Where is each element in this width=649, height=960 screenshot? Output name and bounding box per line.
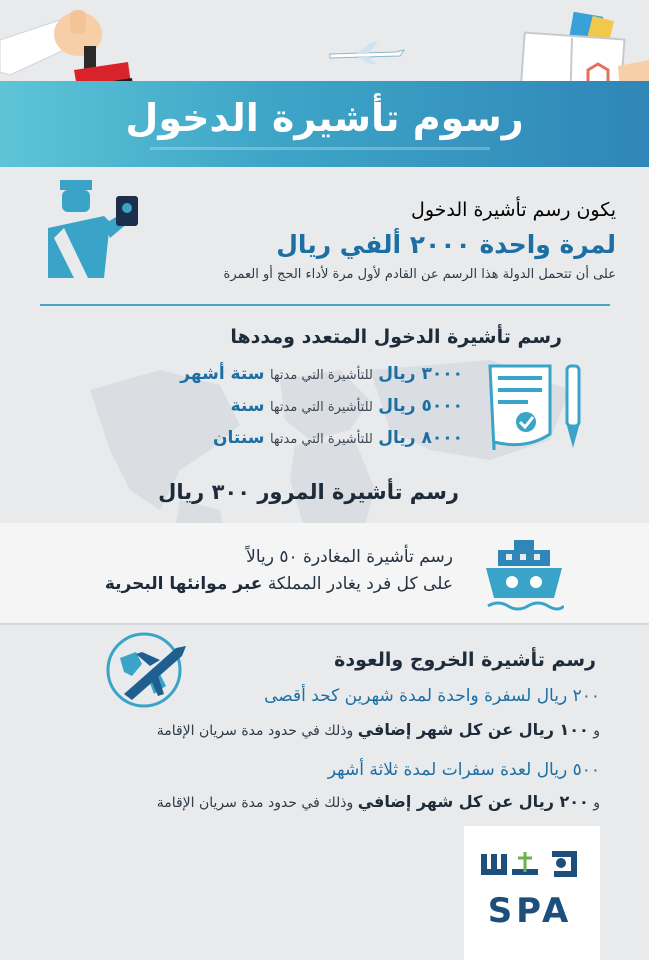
band-separator: [0, 623, 649, 625]
residence-note: وذلك في حدود مدة سريان الإقامة: [156, 795, 354, 811]
entry-fee-note: على أن تتحمل الدولة هذا الرسم عن القادم لأول مرة لأداء الحج أو العمرة: [223, 267, 616, 282]
residence-note: وذلك في حدود مدة سريان الإقامة: [156, 723, 354, 739]
spa-logo-text: SPA: [487, 891, 573, 931]
row-amount: ٥٠٠٠ ريال: [378, 396, 463, 416]
connector-word: و: [593, 723, 600, 739]
officer-icon: [44, 178, 150, 282]
entry-fee-intro: يكون رسم تأشيرة الدخول: [411, 199, 616, 221]
multi-entry-row-2: [231, 396, 463, 416]
extra-month-fee: ١٠٠ ريال عن كل شهر إضافي: [357, 720, 589, 739]
globe-plane-icon: [102, 624, 190, 712]
multi-entry-row-1: [180, 364, 463, 384]
extra-month-fee: ٢٠٠ ريال عن كل شهر إضافي: [357, 792, 589, 811]
entry-fee-amount: لمرة واحدة ٢٠٠٠ ألفي ريال: [276, 230, 616, 259]
title-underline: [150, 147, 490, 150]
departure-note: [105, 574, 453, 594]
airplane-icon: [326, 40, 406, 66]
exit-multiple-extra: [157, 792, 600, 811]
exit-multiple-trips: ٥٠٠ ريال لعدة سفرات لمدة ثلاثة أشهر: [327, 760, 600, 780]
departure-note-bold: عبر موانئها البحرية: [104, 574, 263, 594]
connector-word: و: [593, 795, 600, 811]
exit-single-trip: ٢٠٠ ريال لسفرة واحدة لمدة شهرين كحد أقصى: [264, 686, 600, 706]
departure-note-plain: على كل فرد يغادر المملكة: [267, 574, 453, 594]
transit-visa-fee: رسم تأشيرة المرور ٣٠٠ ريال: [158, 480, 459, 504]
ship-icon: [484, 536, 564, 616]
multi-entry-title: رسم تأشيرة الدخول المتعدد ومددها: [230, 326, 562, 348]
multi-entry-row-3: [213, 428, 463, 448]
row-label: للتأشيرة التي مدتها: [269, 432, 373, 447]
page-title: رسوم تأشيرة الدخول: [125, 96, 524, 140]
row-amount: ٨٠٠٠ ريال: [378, 428, 463, 448]
row-label: للتأشيرة التي مدتها: [269, 368, 373, 383]
pen-icon: [562, 364, 584, 450]
row-duration: ستة أشهر: [180, 364, 265, 384]
exit-reentry-title: رسم تأشيرة الخروج والعودة: [334, 649, 596, 671]
row-duration: سنة: [230, 396, 265, 416]
exit-single-extra: [157, 720, 600, 739]
section-divider: [40, 304, 610, 306]
document-icon: [486, 360, 556, 450]
departure-fee: رسم تأشيرة المغادرة ٥٠ ريالاً: [246, 547, 453, 567]
row-duration: سنتان: [213, 428, 265, 448]
row-amount: ٣٠٠٠ ريال: [378, 364, 463, 384]
row-label: للتأشيرة التي مدتها: [269, 400, 373, 415]
